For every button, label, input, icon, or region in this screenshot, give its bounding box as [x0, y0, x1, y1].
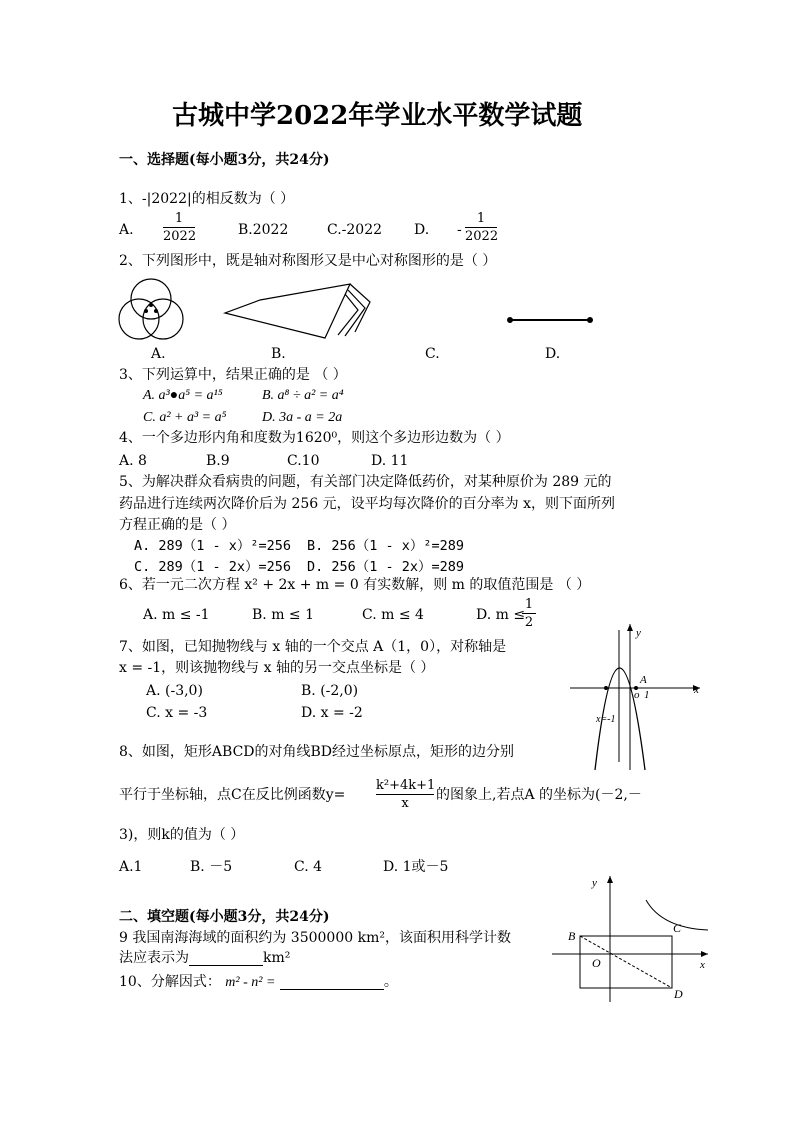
- q1-d-denominator: 2022: [465, 229, 499, 244]
- q7-parabola-figure: [570, 622, 710, 772]
- q2-stem: 2、下列图形中，既是轴对称图形又是中心对称图形的是（ ）: [119, 253, 497, 269]
- q4-option-d: D. 11: [371, 453, 409, 469]
- q2-label-d: D.: [545, 346, 561, 362]
- q8-fig-o-label: O: [592, 956, 601, 970]
- q8-line1: 8、如图，矩形ABCD的对角线BD经过坐标原点，矩形的边分别: [119, 744, 515, 760]
- q1-option-d-label: D.: [414, 222, 430, 238]
- q8-fig-b-label: B: [568, 929, 576, 943]
- q5-option-c: C. 289（1 - 2x）=256: [134, 559, 292, 575]
- q8-denominator: x: [401, 796, 409, 811]
- q7-fig-o-label: o: [634, 689, 640, 701]
- q6-option-c: C. m ≤ 4: [362, 607, 424, 623]
- q9-line2-pre: 法应表示为: [119, 950, 189, 966]
- q5-option-d: D. 256（1 - 2x）=289: [307, 559, 465, 575]
- q1-d-numerator: 1: [476, 211, 486, 226]
- q5-line3: 方程正确的是（ ）: [119, 517, 236, 533]
- q7-option-c: C. x = -3: [146, 705, 208, 721]
- q8-rectangle-figure: [548, 872, 718, 1007]
- q10-line: [119, 975, 398, 990]
- q3-option-b: B. a⁸ ÷ a² = a⁴: [262, 388, 344, 403]
- q7-fig-a-label: A: [640, 674, 647, 686]
- q5-line2: 药品进行连续两次降价后为 256 元，设平均每次降价的百分率为 x，则下面所列: [119, 496, 615, 512]
- q7-option-a: A. (-3,0): [146, 683, 203, 699]
- q8-fig-y-label: y: [592, 877, 597, 889]
- q8-fig-d-label: D: [674, 987, 683, 1001]
- q3-option-c: C. a² + a³ = a⁵: [143, 410, 227, 425]
- q9-line1: 9 我国南海海域的面积约为 3500000 km²，该面积用科学计数: [119, 930, 511, 946]
- q4-stem: 4、一个多边形内角和度数为1620⁰，则这个多边形边数为（ ）: [119, 430, 510, 446]
- q7-option-d: D. x = -2: [301, 705, 363, 721]
- q4-option-c: C.10: [287, 453, 320, 469]
- q6-d-numerator: 1: [524, 597, 534, 612]
- q1-a-denominator: 2022: [163, 229, 197, 244]
- q8-option-d: D. 1或－5: [383, 859, 449, 875]
- q8-option-c: C. 4: [294, 859, 323, 875]
- q3-option-a: A. a³●a⁵ = a¹⁵: [143, 388, 223, 403]
- q3-option-d: D. 3a - a = 2a: [262, 410, 343, 425]
- page-title: 古城中学2022年学业水平数学试题: [172, 101, 583, 131]
- q6-option-a: A. m ≤ -1: [143, 607, 210, 623]
- q10-pre: 10、分解因式：: [119, 974, 221, 990]
- q8-option-b: B. －5: [190, 859, 233, 875]
- q2-figure-b-parallelogram: [220, 280, 380, 345]
- q8-numerator: k²+4k+1: [376, 778, 436, 793]
- q9-answer-blank[interactable]: [189, 951, 263, 966]
- section-heading-fill: 二、填空题(每小题3分，共24分): [119, 909, 330, 925]
- q10-post: 。: [383, 974, 398, 990]
- q1-option-b: B.2022: [238, 222, 289, 238]
- q6-stem: 6、若一元二次方程 x² + 2x + m = 0 有实数解，则 m 的取值范围是 （ ）: [119, 577, 591, 593]
- q6-d-denominator: 2: [524, 615, 534, 630]
- q1-a-numerator: 1: [174, 211, 184, 226]
- q9-line2: [119, 951, 290, 966]
- q1-option-c: C.-2022: [327, 222, 383, 238]
- q8-option-a: A.1: [119, 859, 143, 875]
- q8-function-fraction: [376, 779, 434, 810]
- q6-option-d-prefix: D. m ≤: [476, 607, 526, 623]
- q7-fig-x-label: x: [694, 684, 699, 696]
- q5-option-a: A. 289（1 - x）²=256: [134, 538, 292, 554]
- section-heading-choice: 一、选择题(每小题3分，共24分): [119, 152, 330, 168]
- q2-figure-d-segment: [505, 313, 595, 327]
- q2-label-b: B.: [271, 346, 286, 362]
- q7-fig-y-label: y: [636, 627, 641, 639]
- q3-stem: 3、下列运算中，结果正确的是 （ ）: [119, 367, 347, 383]
- q10-answer-blank[interactable]: [280, 975, 384, 990]
- q4-option-b: B.9: [206, 453, 230, 469]
- q4-option-a: A. 8: [119, 453, 147, 469]
- q8-fig-c-label: C: [673, 921, 682, 935]
- q6-option-b: B. m ≤ 1: [252, 607, 315, 623]
- q5-line1: 5、为解决群众看病贵的问题，有关部门决定降低药价，对某种原价为 289 元的: [119, 474, 612, 490]
- q2-label-c: C.: [425, 346, 440, 362]
- q8-line2-pre: 平行于坐标轴，点C在反比例函数y=: [119, 787, 346, 803]
- q1-option-a-label: A.: [119, 222, 134, 238]
- q7-fig-one-label: 1: [644, 689, 650, 701]
- q1-option-a-fraction: [163, 212, 195, 243]
- q10-expr: m² - n² =: [225, 975, 276, 990]
- q8-fig-x-label: x: [700, 959, 705, 971]
- q1-option-d-sign: -: [457, 222, 462, 238]
- q8-line2-post: 的图象上,若点A 的坐标为(－2,－: [436, 787, 642, 803]
- q7-fig-axis-label: x=-1: [596, 714, 616, 725]
- q9-unit: km²: [263, 950, 291, 966]
- q6-option-d-fraction: [522, 598, 536, 629]
- q7-line2: x = -1，则该抛物线与 x 轴的另一交点坐标是（ ）: [119, 660, 435, 676]
- q5-option-b: B. 256（1 - x）²=289: [307, 538, 465, 554]
- q1-stem: 1、-|2022|的相反数为（ ）: [119, 191, 295, 207]
- q2-label-a: A.: [151, 346, 166, 362]
- q8-line3: 3)，则k的值为（ ）: [119, 827, 245, 843]
- q2-figure-a-circles: [115, 275, 187, 347]
- q7-line1: 7、如图，已知抛物线与 x 轴的一个交点 A（1，0），对称轴是: [119, 639, 507, 655]
- q1-option-d-fraction: [465, 212, 497, 243]
- q7-option-b: B. (-2,0): [301, 683, 359, 699]
